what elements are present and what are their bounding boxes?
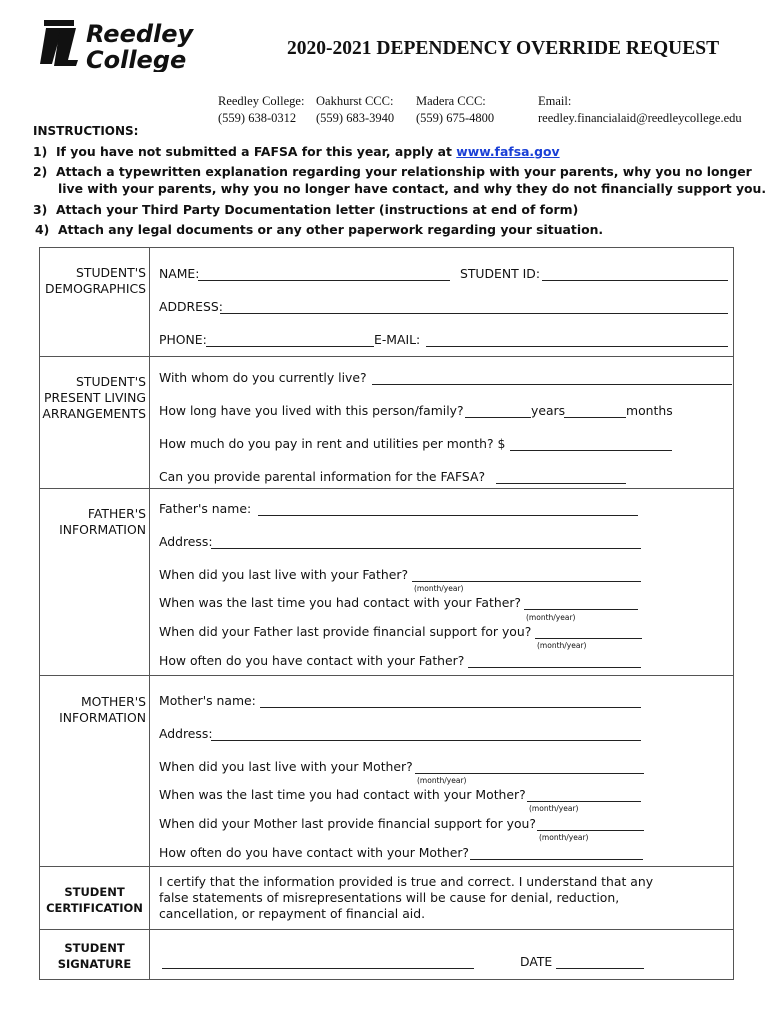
- contact-name: Email:: [538, 94, 572, 108]
- father-last-contact-field[interactable]: [524, 609, 638, 610]
- months-label: months: [626, 403, 673, 418]
- section-label-father: FATHER'S INFORMATION: [59, 506, 146, 537]
- month-year-hint: (month/year): [417, 776, 467, 785]
- father-contact-often-question: How often do you have contact with your Father?: [159, 653, 465, 668]
- row-divider: [40, 356, 733, 357]
- father-address-label: Address:: [159, 534, 213, 549]
- mother-address-field[interactable]: [211, 740, 641, 741]
- mother-name-field[interactable]: [260, 707, 641, 708]
- parental-info-field[interactable]: [496, 483, 626, 484]
- father-last-live-field[interactable]: [412, 581, 641, 582]
- father-name-field[interactable]: [258, 515, 638, 516]
- instruction-item-1: 1) If you have not submitted a FAFSA for this year, apply at www.fafsa.gov: [33, 144, 560, 159]
- mother-support-question: When did your Mother last provide financial support for you?: [159, 816, 536, 831]
- row-divider: [40, 866, 733, 867]
- rent-question: How much do you pay in rent and utilities per month? $: [159, 436, 506, 451]
- reedley-college-logo: [40, 20, 230, 72]
- signature-field[interactable]: [162, 968, 474, 969]
- contact-value: reedley.financialaid@reedleycollege.edu: [538, 111, 742, 125]
- row-divider: [40, 675, 733, 676]
- row-divider: [40, 488, 733, 489]
- instructions-heading: INSTRUCTIONS:: [33, 124, 139, 138]
- phone-label: PHONE:: [159, 332, 207, 347]
- instruction-item-2-cont: live with your parents, why you no longer have contact, and why they do not financially support you.: [58, 181, 767, 196]
- contact-madera: [416, 93, 494, 127]
- father-address-field[interactable]: [211, 548, 641, 549]
- contact-oakhurst: [316, 93, 394, 127]
- section-label-mother: MOTHER'S INFORMATION: [59, 694, 146, 725]
- father-last-live-question: When did you last live with your Father?: [159, 567, 409, 582]
- father-support-question: When did your Father last provide financial support for you?: [159, 624, 532, 639]
- contact-name: Oakhurst CCC:: [316, 94, 394, 108]
- contact-email: [538, 93, 742, 127]
- rent-field[interactable]: [510, 450, 672, 451]
- mother-address-label: Address:: [159, 726, 213, 741]
- contact-reedley: [218, 93, 304, 127]
- form-title: 2020-2021 DEPENDENCY OVERRIDE REQUEST: [287, 38, 720, 59]
- mother-name-label: Mother's name:: [159, 693, 256, 708]
- name-field[interactable]: [198, 280, 450, 281]
- section-label-living: STUDENT'S PRESENT LIVING ARRANGEMENTS: [42, 374, 146, 421]
- row-divider: [40, 929, 733, 930]
- mother-last-contact-question: When was the last time you had contact with your Mother?: [159, 787, 526, 802]
- section-label-signature: STUDENT SIGNATURE: [57, 941, 132, 971]
- instruction-item-3: 3) Attach your Third Party Documentation letter (instructions at end of form): [33, 202, 579, 217]
- father-contact-often-field[interactable]: [468, 667, 641, 668]
- how-long-question: How long have you lived with this person/family?: [159, 403, 464, 418]
- contact-value: (559) 675-4800: [416, 111, 495, 125]
- month-year-hint: (month/year): [526, 613, 576, 622]
- contact-value: (559) 638-0312: [218, 111, 297, 125]
- month-year-hint: (month/year): [539, 833, 589, 842]
- mother-last-contact-field[interactable]: [527, 801, 641, 802]
- month-year-hint: (month/year): [537, 641, 587, 650]
- contact-name: Reedley College:: [218, 94, 305, 108]
- years-field[interactable]: [465, 417, 531, 418]
- contact-name: Madera CCC:: [416, 94, 486, 108]
- instruction-item-2: 2) Attach a typewritten explanation regarding your relationship with your parents, why you no longer: [33, 164, 752, 179]
- date-field[interactable]: [556, 968, 644, 969]
- phone-field[interactable]: [206, 346, 374, 347]
- logo-word-college: College: [86, 46, 187, 72]
- student-id-label: STUDENT ID:: [460, 266, 541, 281]
- father-name-label: Father's name:: [159, 501, 252, 516]
- name-label: NAME:: [159, 266, 200, 281]
- email-label: E-MAIL:: [374, 332, 421, 347]
- mother-contact-often-field[interactable]: [470, 859, 643, 860]
- instruction-item-4: 4) Attach any legal documents or any other paperwork regarding your situation.: [35, 222, 604, 237]
- father-last-contact-question: When was the last time you had contact with your Father?: [159, 595, 522, 610]
- parental-info-question: Can you provide parental information for the FAFSA?: [159, 469, 486, 484]
- mother-contact-often-question: How often do you have contact with your Mother?: [159, 845, 470, 860]
- certification-statement: I certify that the information provided is true and correct. I understand that any false statements of misrepresentations will be cause for denial, reduction, cancellation, or repayment of financial aid.: [159, 874, 654, 921]
- months-field[interactable]: [564, 417, 626, 418]
- month-year-hint: (month/year): [529, 804, 579, 813]
- section-label-demographics: STUDENT'S DEMOGRAPHICS: [45, 265, 146, 296]
- live-with-field[interactable]: [372, 384, 732, 385]
- date-label: DATE: [520, 954, 553, 969]
- contact-value: (559) 683-3940: [316, 111, 395, 125]
- address-field[interactable]: [220, 313, 728, 314]
- mother-last-live-field[interactable]: [415, 773, 644, 774]
- fafsa-link[interactable]: www.fafsa.gov: [456, 144, 560, 159]
- live-with-question: With whom do you currently live?: [159, 370, 367, 385]
- years-label: years: [531, 403, 566, 418]
- column-divider: [149, 248, 150, 979]
- mother-last-live-question: When did you last live with your Mother?: [159, 759, 413, 774]
- father-support-field[interactable]: [535, 638, 642, 639]
- section-label-certification: STUDENT CERTIFICATION: [46, 885, 143, 915]
- student-id-field[interactable]: [542, 280, 728, 281]
- form-table: [39, 247, 734, 980]
- address-label: ADDRESS:: [159, 299, 223, 314]
- month-year-hint: (month/year): [414, 584, 464, 593]
- logo-word-reedley: Reedley: [86, 20, 194, 48]
- email-field[interactable]: [426, 346, 728, 347]
- mother-support-field[interactable]: [537, 830, 644, 831]
